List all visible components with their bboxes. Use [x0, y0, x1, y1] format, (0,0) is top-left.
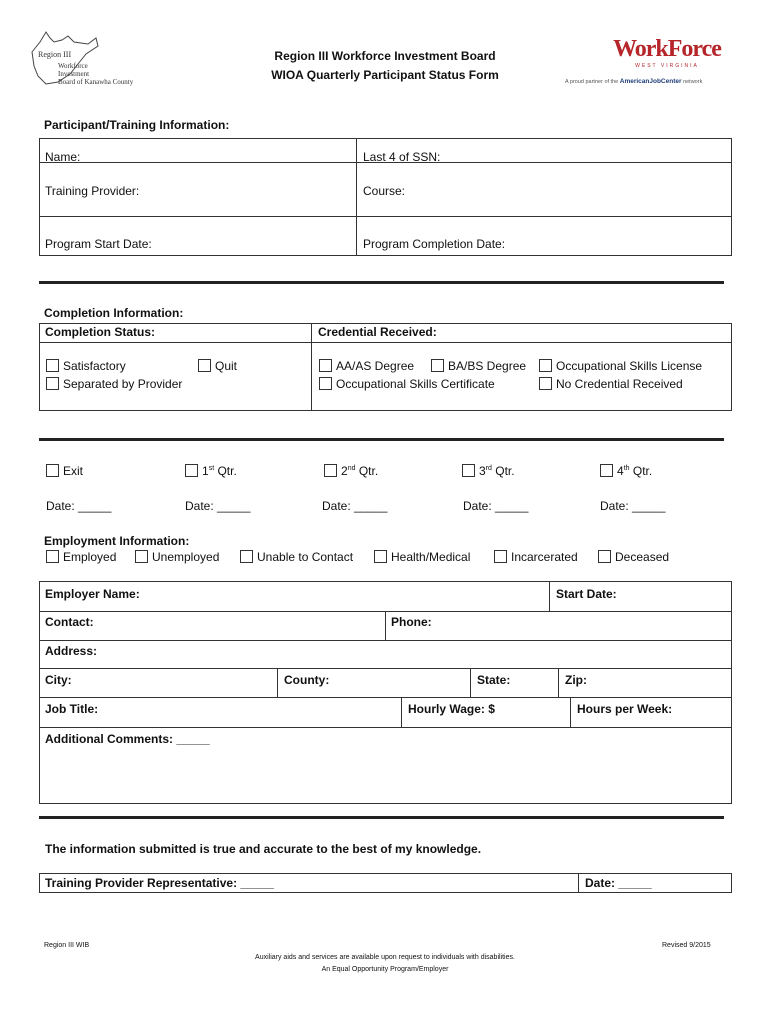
- address-field[interactable]: Address:: [45, 644, 98, 658]
- checkbox-icon[interactable]: [198, 359, 211, 372]
- zip-field[interactable]: Zip:: [565, 673, 587, 687]
- checkbox-icon[interactable]: [240, 550, 253, 563]
- tagline-post: network: [683, 79, 703, 85]
- checkbox-icon[interactable]: [46, 464, 59, 477]
- course-field[interactable]: Course:: [363, 184, 406, 198]
- footer-right: Revised 9/2015: [662, 942, 711, 949]
- phone-field[interactable]: Phone:: [391, 615, 432, 629]
- checkbox-icon[interactable]: [494, 550, 507, 563]
- checkbox-icon[interactable]: [319, 377, 332, 390]
- credential-received-title: Credential Received:: [318, 325, 437, 339]
- workforce-sub: WEST VIRGINIA: [635, 63, 699, 69]
- section-divider: [39, 438, 724, 441]
- quit-checkbox[interactable]: Quit: [198, 359, 237, 373]
- logo-left-line4: Board of Kanawha County: [58, 78, 134, 86]
- completion-status-title: Completion Status:: [45, 325, 155, 339]
- state-field[interactable]: State:: [477, 673, 511, 687]
- tagline-pre: A proud partner of the: [565, 79, 619, 85]
- logo-left-line2: Workforce: [58, 62, 88, 70]
- quarter-1-checkbox[interactable]: 1st Qtr.: [185, 464, 237, 478]
- tagline-brand: AmericanJobCenter: [619, 78, 682, 85]
- hourly-wage-field[interactable]: Hourly Wage: $: [408, 702, 495, 716]
- region-iii-logo: [28, 28, 134, 90]
- checkbox-icon[interactable]: [46, 359, 59, 372]
- logo-left-line3: Investment: [58, 70, 90, 78]
- section-divider: [39, 816, 724, 819]
- unable-to-contact-checkbox[interactable]: Unable to Contact: [240, 550, 353, 564]
- unemployed-checkbox[interactable]: Unemployed: [135, 550, 219, 564]
- no-credential-received-checkbox[interactable]: No Credential Received: [539, 377, 683, 391]
- contact-field[interactable]: Contact:: [45, 615, 94, 629]
- workforce-wv-logo: [612, 36, 722, 69]
- participant-section-title: Participant/Training Information:: [44, 118, 230, 132]
- employer-name-field[interactable]: Employer Name:: [45, 587, 140, 601]
- form-title-line1: Region III Workforce Investment Board: [274, 49, 496, 63]
- checkbox-icon[interactable]: [462, 464, 475, 477]
- county-field[interactable]: County:: [284, 673, 330, 687]
- city-field[interactable]: City:: [45, 673, 72, 687]
- deceased-checkbox[interactable]: Deceased: [598, 550, 669, 564]
- checkbox-icon[interactable]: [431, 359, 444, 372]
- occupational-skills-license-checkbox[interactable]: Occupational Skills License: [539, 359, 702, 373]
- footer-left: Region III WIB: [44, 942, 90, 949]
- checkbox-icon[interactable]: [185, 464, 198, 477]
- additional-comments-field[interactable]: Additional Comments: _____: [45, 732, 210, 746]
- training-provider-field[interactable]: Training Provider:: [45, 184, 140, 198]
- workforce-brand: WorkForce: [613, 36, 721, 62]
- logo-left-line1: Region III: [38, 50, 72, 59]
- employed-checkbox[interactable]: Employed: [46, 550, 116, 564]
- quarter-3-checkbox[interactable]: 3rd Qtr.: [462, 464, 515, 478]
- occupational-skills-certificate-checkbox[interactable]: Occupational Skills Certificate: [319, 377, 495, 391]
- checkbox-icon[interactable]: [135, 550, 148, 563]
- provider-representative-field[interactable]: Training Provider Representative: _____: [45, 876, 274, 890]
- ajc-tagline: [565, 78, 702, 85]
- program-start-date-field[interactable]: Program Start Date:: [45, 237, 152, 251]
- checkbox-icon[interactable]: [539, 359, 552, 372]
- form-title-line2: WIOA Quarterly Participant Status Form: [271, 68, 499, 82]
- exit-checkbox[interactable]: Exit: [46, 464, 83, 478]
- hours-per-week-field[interactable]: Hours per Week:: [577, 702, 673, 716]
- footer-line1: Auxiliary aids and services are available upon request to individuals with disabilities.: [255, 954, 515, 961]
- aa-as-degree-checkbox[interactable]: AA/AS Degree: [319, 359, 414, 373]
- employment-section-title: Employment Information:: [44, 534, 190, 548]
- section-divider: [39, 281, 724, 284]
- quarter-4-checkbox[interactable]: 4th Qtr.: [600, 464, 652, 478]
- program-completion-date-field[interactable]: Program Completion Date:: [363, 237, 506, 251]
- start-date-field[interactable]: Start Date:: [556, 587, 617, 601]
- name-field[interactable]: Name:: [45, 150, 81, 164]
- ba-bs-degree-checkbox[interactable]: BA/BS Degree: [431, 359, 526, 373]
- checkbox-icon[interactable]: [600, 464, 613, 477]
- completion-section-title: Completion Information:: [44, 306, 184, 320]
- ssn-field[interactable]: Last 4 of SSN:: [363, 150, 441, 164]
- q4-date-field[interactable]: Date: _____: [600, 499, 666, 513]
- q3-date-field[interactable]: Date: _____: [463, 499, 529, 513]
- checkbox-icon[interactable]: [319, 359, 332, 372]
- health-medical-checkbox[interactable]: Health/Medical: [374, 550, 470, 564]
- checkbox-icon[interactable]: [539, 377, 552, 390]
- incarcerated-checkbox[interactable]: Incarcerated: [494, 550, 578, 564]
- checkbox-icon[interactable]: [598, 550, 611, 563]
- quarter-2-checkbox[interactable]: 2nd Qtr.: [324, 464, 378, 478]
- signature-date-field[interactable]: Date: _____: [585, 876, 652, 890]
- checkbox-icon[interactable]: [46, 377, 59, 390]
- certification-statement: The information submitted is true and accurate to the best of my knowledge.: [45, 842, 482, 856]
- q2-date-field[interactable]: Date: _____: [322, 499, 388, 513]
- satisfactory-checkbox[interactable]: Satisfactory: [46, 359, 126, 373]
- job-title-field[interactable]: Job Title:: [45, 702, 99, 716]
- checkbox-icon[interactable]: [46, 550, 59, 563]
- checkbox-icon[interactable]: [324, 464, 337, 477]
- exit-date-field[interactable]: Date: _____: [46, 499, 112, 513]
- q1-date-field[interactable]: Date: _____: [185, 499, 251, 513]
- separated-by-provider-checkbox[interactable]: Separated by Provider: [46, 377, 182, 391]
- checkbox-icon[interactable]: [374, 550, 387, 563]
- footer-line2: An Equal Opportunity Program/Employer: [321, 966, 449, 973]
